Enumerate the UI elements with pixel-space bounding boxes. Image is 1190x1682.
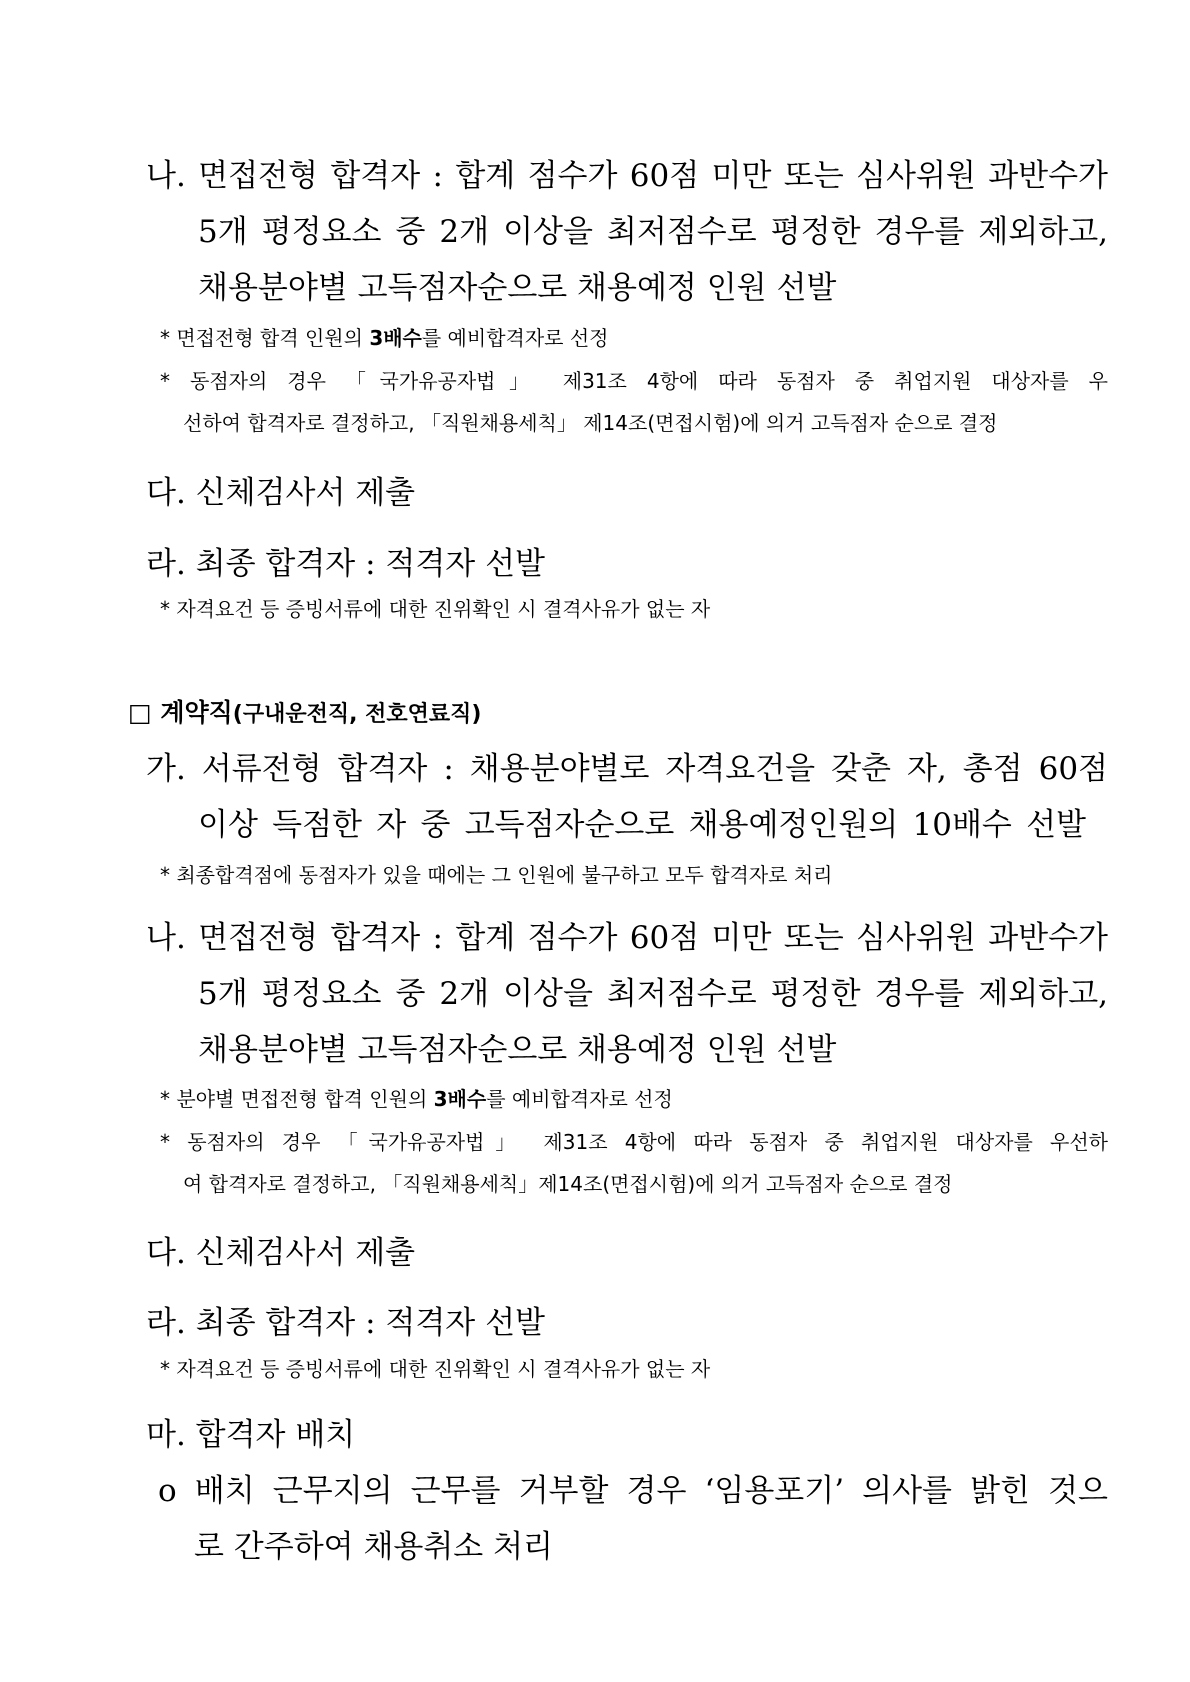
- s2-ra-note: * 자격요건 등 증빙서류에 대한 진위확인 시 결격사유가 없는 자: [160, 1357, 711, 1381]
- s2-na-note1-post: 를 예비합격자로 선정: [486, 1087, 673, 1111]
- s1-na-note1-post: 를 예비합격자로 선정: [421, 326, 609, 350]
- s1-na-note1: [160, 322, 608, 351]
- s2-na-note2-line1: * 동점자의 경우 「국가유공자법」 제31조 4항에 따라 동점자 중 취업지원 대상자를 우선하: [160, 1130, 1108, 1154]
- s1-ra-note: * 자격요건 등 증빙서류에 대한 진위확인 시 결격사유가 없는 자: [160, 597, 711, 621]
- s2-ma-bullet-line1: o 배치 근무지의 근무를 거부할 경우 ‘임용포기’ 의사를 밝힌 것으: [158, 1473, 1108, 1509]
- s2-ga-note: * 최종합격점에 동점자가 있을 때에는 그 인원에 불구하고 모두 합격자로 처리: [160, 863, 833, 887]
- s1-da: 다. 신체검사서 제출: [146, 475, 416, 511]
- s1-na-line1: 나. 면접전형 합격자 : 합계 점수가 60점 미만 또는 심사위원 과반수가: [146, 158, 1108, 194]
- s2-da: 다. 신체검사서 제출: [146, 1235, 416, 1271]
- s1-na-note1-bold: 3배수: [369, 326, 422, 350]
- s2-na-note1: [160, 1083, 673, 1112]
- s2-na-note1-pre: * 분야별 면접전형 합격 인원의: [160, 1087, 434, 1111]
- s1-na-line2: 5개 평정요소 중 2개 이상을 최저점수로 평정한 경우를 제외하고,: [198, 214, 1108, 250]
- s2-na-note1-bold: 3배수: [433, 1087, 487, 1111]
- s2-heading-main: 계약직: [160, 698, 233, 727]
- s1-na-note1-pre: * 면접전형 합격 인원의: [160, 326, 370, 350]
- s2-na-line2: 5개 평정요소 중 2개 이상을 최저점수로 평정한 경우를 제외하고,: [198, 976, 1108, 1012]
- s2-na-line3: 채용분야별 고득점자순으로 채용예정 인원 선발: [198, 1032, 837, 1068]
- s2-ma-bullet-line2: 로 간주하여 채용취소 처리: [194, 1529, 553, 1565]
- s2-ga-line1: 가. 서류전형 합격자 : 채용분야별로 자격요건을 갖춘 자, 총점 60점: [146, 751, 1108, 787]
- s1-ra: 라. 최종 합격자 : 적격자 선발: [146, 546, 545, 582]
- s2-na-line1: 나. 면접전형 합격자 : 합계 점수가 60점 미만 또는 심사위원 과반수가: [146, 920, 1108, 956]
- s2-na-note2-line2: 여 합격자로 결정하고, 「직원채용세칙」제14조(면접시험)에 의거 고득점자 순으로 결정: [183, 1172, 953, 1196]
- checkbox-square-icon: □: [128, 698, 152, 727]
- s2-heading-sub: (구내운전직, 전호연료직): [232, 702, 482, 727]
- s1-na-line3: 채용분야별 고득점자순으로 채용예정 인원 선발: [198, 270, 837, 306]
- s1-na-note2-line2: 선하여 합격자로 결정하고, 「직원채용세칙」 제14조(면접시험)에 의거 고득점자 순으로 결정: [183, 411, 998, 435]
- s2-ga-line2: 이상 득점한 자 중 고득점자순으로 채용예정인원의 10배수 선발: [198, 807, 1086, 843]
- s2-ma: 마. 합격자 배치: [146, 1417, 356, 1453]
- s1-na-note2-line1: * 동점자의 경우 「국가유공자법」 제31조 4항에 따라 동점자 중 취업지원 대상자를 우: [160, 369, 1108, 393]
- s2-heading: [128, 693, 481, 729]
- s2-ra: 라. 최종 합격자 : 적격자 선발: [146, 1305, 545, 1341]
